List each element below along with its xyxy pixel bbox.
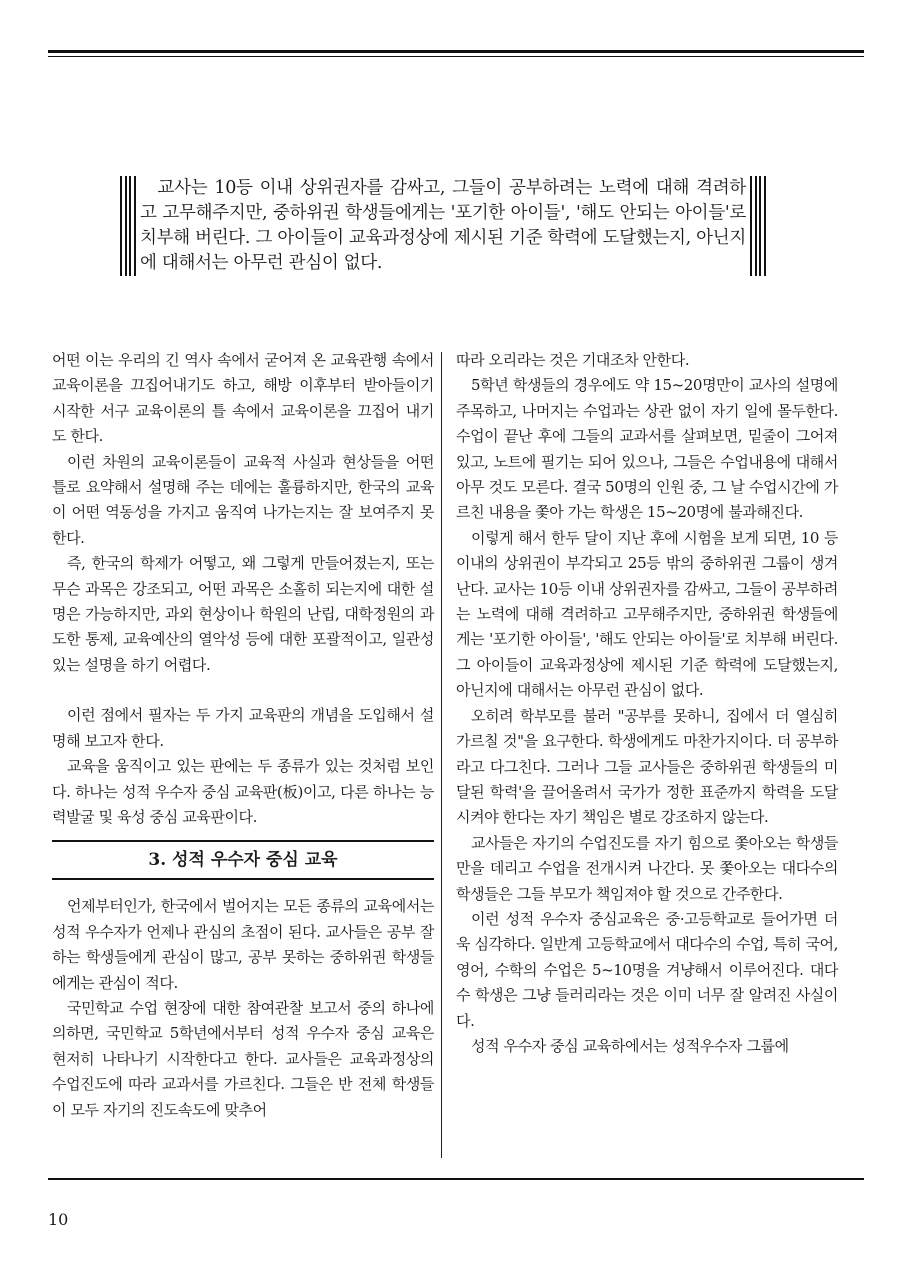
pull-quote-text-box xyxy=(140,176,746,276)
section-heading: 3. 성적 우수자 중심 교육 xyxy=(148,849,338,870)
paragraph: 성적 우수자 중심 교육하에서는 성적우수자 그룹에 xyxy=(471,1036,789,1055)
column-divider xyxy=(441,352,442,1158)
pull-quote-left-bars xyxy=(120,176,136,276)
section-heading-box xyxy=(52,840,434,880)
bottom-rule xyxy=(48,1178,864,1180)
pull-quote-text: 교사는 10등 이내 상위권자를 감싸고, 그들이 공부하려는 노력에 대해 격려하고 고무해주지만, 중하위권 학생들에게는 '포기한 아이들', '해도 안되는 아이들'로 치부해 버린다. 그 아이들이 교육과정상에 제시된 기준 학력에 도달했는지, 아닌지에 대해서는 아무런 관심이 없다. xyxy=(140,178,746,273)
paragraph: 국민학교 수업 현장에 대한 참여관찰 보고서 중의 하나에 의하면, 국민학교 5학년에서부터 성적 우수자 중심 교육은 현저히 나타나기 시작한다고 한다. 교사들은 교육과정상의 수업진도에 따라 교과서를 가르친다. 그들은 반 전체 학생들이 모두 자기의 진도속도에 맞추어 xyxy=(52,998,434,1119)
paragraph: 오히려 학부모를 불러 "공부를 못하니, 집에서 더 열심히 가르칠 것"을 요구한다. 학생에게도 마찬가지이다. 더 공부하라고 다그친다. 그러나 그들 교사들은 중하위권 학생들의 미달된 학력'을 끌어올려서 국가가 정한 표준까지 학력을 도달시켜야 한다는 자기 책임은 별로 강조하지 않는다. xyxy=(456,706,838,827)
paragraph: 이렇게 해서 한두 달이 지난 후에 시험을 보게 되면, 10 등이내의 상위권이 부각되고 25등 밖의 중하위권 그룹이 생겨난다. 교사는 10등 이내 상위권자를 감싸고, 그들이 공부하려는 노력에 대해 격려하고 고무해주지만, 중하위권 학생들에게는 '포기한 아이들', '해도 안되는 아이들'로 치부해 버린다. 그 아이들이 교육과정상에 제시된 기준 학력에 도달했는지, 아닌지에 대해서는 아무런 관심이 없다. xyxy=(456,528,838,700)
paragraph: 즉, 한국의 학제가 어떻고, 왜 그렇게 만들어졌는지, 또는 무슨 과목은 강조되고, 어떤 과목은 소홀히 되는지에 대한 설명은 가능하지만, 과외 현상이나 학원의 난립, 대학정원의 과도한 통제, 교육예산의 열악성 등에 대한 포괄적이고, 일관성 있는 설명을 하기 어렵다. xyxy=(52,554,434,674)
paragraph: 이런 점에서 필자는 두 가지 교육판의 개념을 도입해서 설명해 보고자 한다. xyxy=(52,706,434,750)
top-rule xyxy=(48,50,864,53)
paragraph: 5학년 학생들의 경우에도 약 15~20명만이 교사의 설명에 주목하고, 나머지는 수업과는 상관 없이 자기 일에 몰두한다. 수업이 끝난 후에 그들의 교과서를 살펴보면, 밑줄이 그어져 있고, 노트에 필기는 되어 있으나, 그들은 수업내용에 대해서 아무 것도 모른다. 결국 50명의 인원 중, 그 날 수업시간에 가르친 내용을 쫓아 가는 학생은 15~20명에 불과해진다. xyxy=(456,376,838,522)
left-column xyxy=(52,348,434,1123)
paragraph: 따라 오리라는 것은 기대조차 안한다. xyxy=(456,351,690,369)
right-column xyxy=(456,348,838,1059)
paragraph: 교사들은 자기의 수업진도를 자기 힘으로 쫓아오는 학생들만을 데리고 수업을 전개시켜 나간다. 못 쫓아오는 대다수의 학생들은 그들 부모가 책임져야 할 것으로 간주한다. xyxy=(456,833,838,903)
top-rule-thin xyxy=(48,56,864,57)
pull-quote-right-bars xyxy=(750,176,766,276)
paragraph: 이런 차원의 교육이론들이 교육적 사실과 현상들을 어떤 틀로 요약해서 설명해 주는 데에는 훌륭하지만, 한국의 교육이 어떤 역동성을 가지고 움직여 나가는지는 잘 보여주지 못한다. xyxy=(52,452,434,547)
page-number: 10 xyxy=(48,1210,69,1229)
paragraph: 언제부터인가, 한국에서 벌어지는 모든 종류의 교육에서는 성적 우수자가 언제나 관심의 초점이 된다. 교사들은 공부 잘하는 학생들에게 관심이 많고, 공부 못하는 중하위권 학생들에게는 관심이 적다. xyxy=(52,897,434,992)
pull-quote xyxy=(118,176,768,276)
paragraph: 교육을 움직이고 있는 판에는 두 종류가 있는 것처럼 보인다. 하나는 성적 우수자 중심 교육판(板)이고, 다른 하나는 능력발굴 및 육성 중심 교육판이다. xyxy=(52,757,434,826)
paragraph: 어떤 이는 우리의 긴 역사 속에서 굳어져 온 교육관행 속에서 교육이론을 끄집어내기도 하고, 해방 이후부터 받아들이기 시작한 서구 교육이론의 틀 속에서 교육이론을 끄집어 내기도 한다. xyxy=(52,351,434,446)
paragraph: 이런 성적 우수자 중심교육은 중·고등학교로 들어가면 더욱 심각하다. 일반계 고등학교에서 대다수의 수업, 특히 국어, 영어, 수학의 수업은 5~10명을 겨냥해서 이루어진다. 대다수 학생은 그냥 들러리라는 것은 이미 너무 잘 알려진 사실이다. xyxy=(456,909,838,1030)
